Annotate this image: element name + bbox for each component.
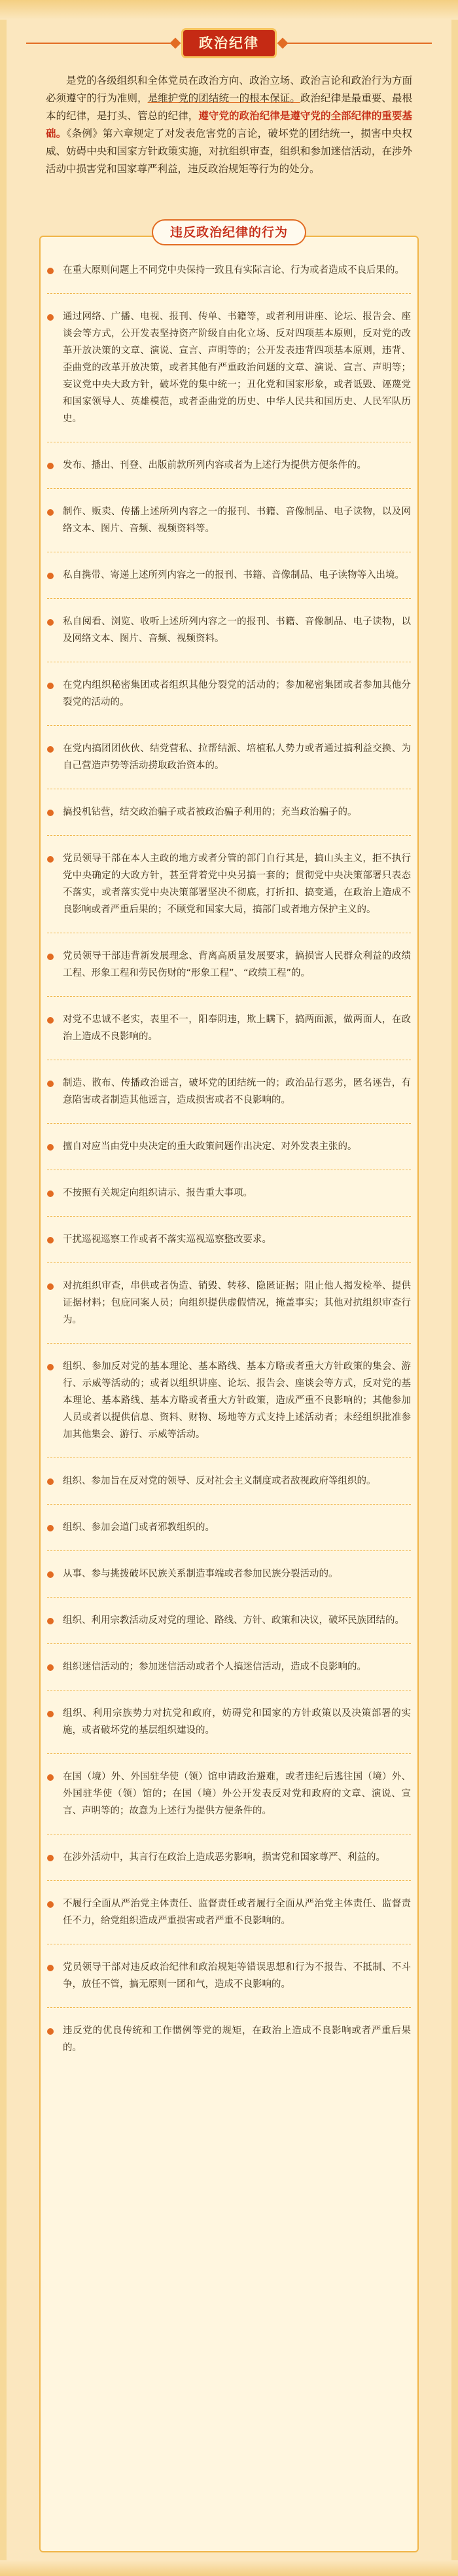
list-item-text: 组织、利用宗族势力对抗党和政府，妨碍党和国家的方针政策以及决策部署的实施，或者破坏党的基层组织建设的。 (63, 1708, 411, 1736)
section-title: 违反政治纪律的行为 (152, 219, 306, 245)
divider (47, 1880, 411, 1881)
list-item (47, 1895, 411, 1929)
list-item-text: 组织、利用宗教活动反对党的理论、路线、方针、政策和决议，破坏民族团结的。 (63, 1615, 404, 1626)
divider (47, 835, 411, 836)
bullet-icon (47, 2028, 54, 2035)
bullet-icon (47, 746, 54, 753)
list-item (47, 1565, 411, 1583)
list-item (47, 1849, 411, 1866)
bullet-icon (47, 1478, 54, 1485)
divider (47, 1504, 411, 1505)
intro-text-2: 是维护党的团结统一的根本保证。 (147, 92, 300, 104)
list-item (47, 948, 411, 982)
bullet-icon (47, 954, 54, 960)
list-item (47, 1705, 411, 1739)
bullet-icon (47, 1618, 54, 1624)
list-item (47, 503, 411, 537)
bullet-icon (47, 1711, 54, 1717)
list-item (47, 1959, 411, 1993)
list-item (47, 1185, 411, 1202)
bullet-icon (47, 619, 54, 626)
divider (47, 725, 411, 726)
list-item-text: 从事、参与挑拨破坏民族关系制造事端或者参加民族分裂活动的。 (63, 1569, 338, 1579)
bullet-icon (47, 856, 54, 863)
bullet-icon (47, 509, 54, 516)
list-item (47, 850, 411, 918)
divider (47, 1643, 411, 1644)
bullet-icon (47, 1081, 54, 1087)
divider (47, 1123, 411, 1124)
list-item (47, 308, 411, 427)
bullet-icon (47, 1237, 54, 1243)
bullet-icon (47, 683, 54, 689)
list-item-text: 制造、散布、传播政治谣言，破坏党的团结统一的；政治品行恶劣，匿名诬告，有意陷害或者制造其他谣言，造成损害或者不良影响的。 (63, 1078, 411, 1105)
list-item-text: 在涉外活动中，其言行在政治上造成恶劣影响，损害党和国家尊严、利益的。 (63, 1852, 385, 1863)
bullet-icon (47, 1017, 54, 1024)
list-item-text: 组织、参加会道门或者邪教组织的。 (63, 1522, 215, 1533)
list-item-text: 对党不忠诚不老实，表里不一，阳奉阴违，欺上瞒下，搞两面派，做两面人，在政治上造成不良影响的。 (63, 1014, 411, 1042)
bullet-icon (47, 1855, 54, 1861)
list-item (47, 457, 411, 474)
list-item (47, 1519, 411, 1536)
divider (47, 1550, 411, 1551)
list-item-text: 私自阅看、浏览、收听上述所列内容之一的报刊、书籍、音像制品、电子读物，以及网络文本、图片、音频、视频资料。 (63, 617, 411, 644)
divider (47, 293, 411, 294)
list-item (47, 613, 411, 647)
list-item (47, 804, 411, 821)
bullet-icon (47, 1525, 54, 1531)
list-item (47, 1612, 411, 1629)
divider (47, 1597, 411, 1598)
intro-paragraph (46, 72, 412, 178)
list-item (47, 1075, 411, 1109)
bullet-icon (47, 463, 54, 469)
list-item (47, 1473, 411, 1490)
bullet-icon (47, 1664, 54, 1671)
list-item (47, 567, 411, 584)
bullet-icon (47, 1144, 54, 1151)
divider (47, 996, 411, 997)
bullet-icon (47, 1364, 54, 1370)
bullet-icon (47, 1774, 54, 1781)
list-item-text: 对抗组织审查，串供或者伪造、销毁、转移、隐匿证据；阻止他人揭发检举、提供证据材料；包庇同案人员；向组织提供虚假情况，掩盖事实；其他对抗组织审查行为。 (63, 1281, 411, 1325)
bullet-icon (47, 1190, 54, 1197)
list-item-text: 擅自对应当由党中央决定的重大政策问题作出决定、对外发表主张的。 (63, 1141, 357, 1152)
list-item (47, 1011, 411, 1045)
bullet-icon (47, 1283, 54, 1290)
page-title: 政治纪律 (183, 30, 275, 56)
list-item-text: 在党内搞团团伙伙、结党营私、拉帮结派、培植私人势力或者通过搞利益交换、为自己营造声势等活动捞取政治资本的。 (63, 743, 411, 771)
header-divider-left (26, 43, 177, 44)
list-item-text: 在重大原则问题上不同党中央保持一致且有实际言论、行为或者造成不良后果的。 (63, 265, 404, 276)
divider (47, 488, 411, 489)
list-item-text: 违反党的优良传统和工作惯例等党的规矩，在政治上造成不良影响或者严重后果的。 (63, 2026, 411, 2053)
bullet-icon (47, 1901, 54, 1908)
bullet-icon (47, 268, 54, 274)
list-item (47, 1658, 411, 1675)
list-item (47, 1768, 411, 1819)
list-item-text: 干扰巡视巡察工作或者不落实巡视巡察整改要求。 (63, 1234, 272, 1245)
diamond-icon (170, 38, 181, 49)
list-item-text: 搞投机钻营，结交政治骗子或者被政治骗子利用的；充当政治骗子的。 (63, 807, 357, 817)
section-header (0, 24, 458, 63)
list-item (47, 262, 411, 279)
divider (47, 1753, 411, 1754)
list-item-text: 在国（境）外、外国驻华使（领）馆申请政治避难，或者违纪后逃往国（境）外、外国驻华使（领）馆的；在国（境）外公开发表反对党和政府的文章、演说、宣言、声明等的；故意为上述行为提供方便条件的。 (63, 1772, 411, 1816)
intro-highlight: 遵守党的政治纪律是遵守党的全部纪律的重要基础。 (46, 110, 412, 139)
bullet-icon (47, 1965, 54, 1971)
top-decor-band (0, 0, 458, 20)
list-item-text: 发布、播出、刊登、出版前款所列内容或者为上述行为提供方便条件的。 (63, 460, 366, 471)
list-item-text: 不履行全面从严治党主体责任、监督责任或者履行全面从严治党主体责任、监督责任不力，给党组织造成严重损害或者严重不良影响的。 (63, 1899, 411, 1926)
bullet-icon (47, 810, 54, 816)
divider (47, 1343, 411, 1344)
bottom-decor-band (0, 2560, 458, 2576)
list-item-text: 不按照有关规定向组织请示、报告重大事项。 (63, 1188, 253, 1198)
list-item-text: 组织、参加反对党的基本理论、基本路线、基本方略或者重大方针政策的集会、游行、示威等活动的；或者以组织讲座、论坛、报告会、座谈会等方式，反对党的基本理论、基本路线、基本方略或者重大方针政策，造成严重不良影响的；其他参加人员或者以提供信息、资料、财物、场地等方式支持上述活动者；未经组织批准参加其他集会、游行、示威等活动。 (63, 1361, 411, 1440)
list-item (47, 677, 411, 711)
divider (47, 598, 411, 599)
divider (47, 1262, 411, 1263)
list-item (47, 1358, 411, 1443)
divider (47, 1216, 411, 1217)
list-item (47, 1231, 411, 1248)
bullet-icon (47, 1571, 54, 1578)
list-item-text: 私自携带、寄递上述所列内容之一的报刊、书籍、音像制品、电子读物等入出境。 (63, 570, 404, 581)
intro-text-3: 政治纪律是最重要、最根本的纪律，是打头、管总的纪律， (46, 92, 412, 122)
list-item-text: 制作、贩卖、传播上述所列内容之一的报刊、书籍、音像制品、电子读物，以及网络文本、图片、音频、视频资料等。 (63, 507, 411, 534)
list-item-text: 组织迷信活动的；参加迷信活动或者个人搞迷信活动，造成不良影响的。 (63, 1662, 366, 1672)
list-item (47, 2022, 411, 2056)
intro-text-5: 《条例》第六章规定了对发表危害党的言论，破坏党的团结统一，损害中央权威、妨碍中央和国家方针政策实施，对抗组织审查，组织和参加迷信活动，在涉外活动中损害党和国家尊严利益，违反政治规矩等行为的处分。 (46, 128, 412, 175)
list-item-text: 组织、参加旨在反对党的领导、反对社会主义制度或者敌视政府等组织的。 (63, 1476, 376, 1486)
list-item (47, 1278, 411, 1329)
header-divider-right (281, 43, 432, 44)
divider (47, 2007, 411, 2008)
list-item-text: 在党内组织秘密集团或者组织其他分裂党的活动的；参加秘密集团或者参加其他分裂党的活动的。 (63, 680, 411, 707)
list-item (47, 740, 411, 774)
list-item-text: 通过网络、广播、电视、报刊、传单、书籍等，或者利用讲座、论坛、报告会、座谈会等方式，公开发表坚持资产阶级自由化立场、反对四项基本原则，反对党的改革开放决策的文章、演说、宣言、声明等的；公开发表违背四项基本原则，违背、歪曲党的改革开放决策，或者其他有严重政治问题的文章、演说、宣言、声明等；妄议党中央大政方针，破坏党的集中统一；丑化党和国家形象，或者诋毁、诬蔑党和国家领导人、英雄模范，或者歪曲党的历史、中华人民共和国历史、人民军队历史。 (63, 312, 411, 424)
list-item-text: 党员领导干部违背新发展理念、背离高质量发展要求，搞损害人民群众利益的政绩工程、形象工程和劳民伤财的“形象工程”、“政绩工程”的。 (63, 951, 411, 978)
bullet-icon (47, 314, 54, 321)
violations-list (47, 262, 411, 2056)
intro-text-1: 是党的各级组织和全体党员在政治方向、政治立场、政治言论和政治行为方面必须遵守的行为准则， (46, 75, 412, 104)
list-item (47, 1138, 411, 1155)
list-item-text: 党员领导干部在本人主政的地方或者分管的部门自行其是，搞山头主义，拒不执行党中央确定的大政方针，甚至背着党中央另搞一套的；贯彻党中央决策部署只表态不落实，或者落实党中央决策部署坚决不彻底，打折扣、搞变通，在政治上造成不良影响或者严重后果的；不顾党和国家大局，搞部门或者地方保护主义的。 (63, 853, 411, 915)
bullet-icon (47, 573, 54, 579)
list-item-text: 党员领导干部对违反政治纪律和政治规矩等错误思想和行为不报告、不抵制、不斗争，放任不管，搞无原则一团和气，造成不良影响的。 (63, 1962, 411, 1990)
